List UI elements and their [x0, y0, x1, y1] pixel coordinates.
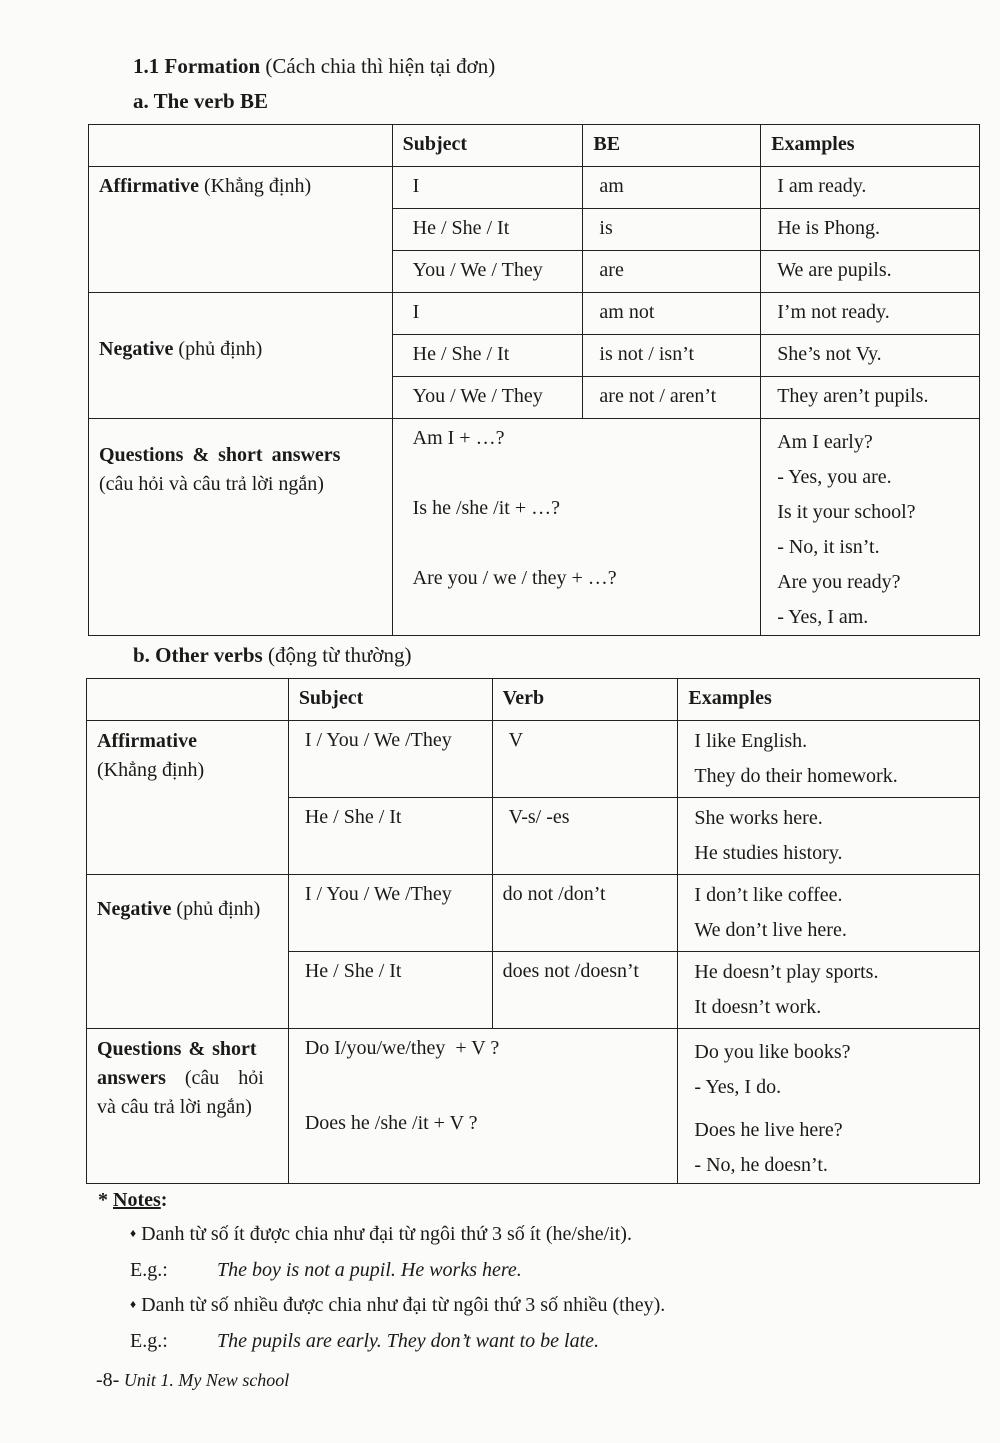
example-text: They aren’t pupils. [777, 385, 929, 407]
note-text: Danh từ số nhiều được chia như đại từ ngôi thứ 3 số nhiều (they). [141, 1294, 666, 1316]
note-bullet-item [130, 1223, 632, 1246]
example-cell [761, 377, 980, 419]
subject-cell [288, 798, 492, 875]
notes-heading [98, 1189, 167, 1212]
questions-label-rest1: (câu hỏi [165, 1067, 264, 1089]
questions-examples-cell [761, 419, 980, 636]
example-line: I like English. [694, 730, 808, 752]
subject-cell [288, 952, 492, 1029]
subject-cell [392, 335, 583, 377]
example-cell [761, 335, 980, 377]
example-lines [678, 875, 979, 948]
subject-text: You / We / They [412, 385, 543, 407]
question-form: Is he /she /it + …? [412, 497, 560, 519]
verb-text: is [599, 217, 613, 239]
affirmative-label-bold: Affirmative [97, 730, 197, 752]
negative-label-bold: Negative [97, 898, 172, 920]
questions-label-rest2: và câu trả lời ngắn) [97, 1096, 252, 1118]
questions-label [89, 419, 392, 499]
note-example [130, 1259, 522, 1282]
example-line: - No, he doesn’t. [694, 1154, 828, 1176]
table-row [89, 167, 980, 209]
verb-text: is not / isn’t [599, 343, 695, 365]
questions-examples [678, 1029, 979, 1183]
bullet-icon: ♦ [130, 1226, 137, 1240]
subject-cell [392, 167, 583, 209]
verb-cell [583, 335, 761, 377]
subsection-a-heading [133, 89, 268, 114]
note-bullet-item [130, 1294, 665, 1317]
question-form: Are you / we / they + …? [412, 567, 617, 589]
header-verb-text: Verb [502, 687, 545, 709]
negative-label [87, 875, 288, 923]
example-text: I am ready. [777, 175, 867, 197]
be-verb-table [88, 124, 980, 636]
eg-label: E.g.: [130, 1259, 168, 1281]
questions-label-bold-line [99, 441, 382, 470]
notes-colon: : [160, 1189, 168, 1211]
negative-label-rest: (phủ định) [173, 338, 263, 360]
subject-text: He / She / It [304, 806, 402, 828]
header-examples [678, 679, 980, 721]
example-text: She’s not Vy. [777, 343, 882, 365]
example-line: Does he live here? [694, 1119, 843, 1141]
subject-cell [288, 875, 492, 952]
verb-text: V [508, 729, 524, 751]
subsection-b-label-rest: (động từ thường) [262, 643, 412, 667]
header-examples [761, 125, 980, 167]
negative-label-rest: (phủ định) [171, 898, 261, 920]
table-header-row [87, 679, 980, 721]
example-text: He is Phong. [777, 217, 880, 239]
section-subtitle: (Cách chia thì hiện tại đơn) [265, 54, 496, 78]
eg-text: The boy is not a pupil. He works here. [217, 1259, 522, 1281]
example-cell [678, 875, 980, 952]
affirmative-label-rest: (Khẳng định) [97, 759, 205, 781]
header-verb [492, 679, 678, 721]
affirmative-label-rest: (Khẳng định) [198, 175, 312, 197]
example-lines [678, 952, 979, 1025]
verb-cell [492, 721, 678, 798]
note-text: Danh từ số ít được chia như đại từ ngôi thứ 3 số ít (he/she/it). [141, 1223, 632, 1245]
table-row [87, 875, 980, 952]
header-examples-text: Examples [771, 133, 855, 155]
table-header-row [89, 125, 980, 167]
question-form: Does he /she /it + V ? [304, 1112, 478, 1134]
affirmative-label [89, 167, 392, 200]
subject-cell [392, 293, 583, 335]
verb-cell [492, 952, 678, 1029]
questions-label-rest: (câu hỏi và câu trả lời ngắn) [99, 473, 324, 495]
header-subject [288, 679, 492, 721]
negative-label-bold: Negative [99, 338, 174, 360]
header-subject [392, 125, 583, 167]
example-line: It doesn’t work. [694, 996, 822, 1018]
questions-label-line1 [97, 1035, 278, 1064]
example-line: - Yes, I do. [694, 1076, 782, 1098]
note-example [130, 1330, 599, 1353]
example-line: - Yes, I am. [777, 606, 869, 628]
notes-star: * [98, 1189, 113, 1211]
verb-cell [583, 167, 761, 209]
affirmative-label-bold: Affirmative [99, 175, 199, 197]
example-line: We don’t live here. [694, 919, 847, 941]
table-row [87, 1029, 980, 1184]
page-number: -8- [96, 1369, 120, 1391]
questions-forms [393, 419, 761, 592]
header-examples-text: Examples [688, 687, 772, 709]
question-form: Do I/you/we/they + V ? [304, 1037, 500, 1059]
table-row [87, 721, 980, 798]
notes-title: Notes [113, 1189, 161, 1211]
example-text: We are pupils. [777, 259, 892, 281]
verb-cell [583, 293, 761, 335]
example-lines [678, 721, 979, 794]
example-line: - Yes, you are. [777, 466, 892, 488]
questions-label-cell [89, 419, 393, 636]
verb-cell [583, 377, 761, 419]
header-be-text: BE [593, 133, 621, 155]
eg-text: The pupils are early. They don’t want to be late. [217, 1330, 600, 1352]
subject-text: I [412, 301, 420, 323]
affirmative-label [87, 721, 288, 785]
negative-label [89, 336, 392, 375]
example-line: Am I early? [777, 431, 873, 453]
verb-text: V-s/ -es [508, 806, 570, 828]
subject-cell [392, 377, 583, 419]
subject-text: He / She / It [304, 960, 402, 982]
verb-text: does not /doesn’t [502, 960, 639, 982]
example-cell [761, 293, 980, 335]
header-empty [87, 679, 289, 721]
header-be [583, 125, 761, 167]
page-footer [96, 1369, 289, 1392]
questions-label-bold: Questions & short answers [99, 444, 341, 466]
questions-label-bold1: Questions & short [97, 1038, 257, 1060]
questions-label-line2 [97, 1064, 278, 1093]
questions-forms-cell [392, 419, 761, 636]
questions-forms-cell [288, 1029, 678, 1184]
example-text: I’m not ready. [777, 301, 890, 323]
header-empty [89, 125, 393, 167]
example-cell [761, 251, 980, 293]
example-line: - No, it isn’t. [777, 536, 880, 558]
unit-title: Unit 1. My New school [123, 1370, 290, 1390]
example-cell [761, 209, 980, 251]
example-line: He doesn’t play sports. [694, 961, 879, 983]
verb-text: am [599, 175, 624, 197]
affirmative-label-cell [89, 167, 393, 293]
table-row [89, 419, 980, 636]
negative-label-cell [89, 293, 393, 419]
questions-forms [289, 1029, 678, 1137]
questions-examples [761, 419, 979, 635]
header-subject-text: Subject [298, 687, 364, 709]
questions-label-bold2: answers [97, 1067, 166, 1089]
example-cell [761, 167, 980, 209]
subject-text: He / She / It [412, 217, 510, 239]
subject-cell [392, 251, 583, 293]
verb-text: am not [599, 301, 655, 323]
verb-cell [492, 798, 678, 875]
table-row [89, 293, 980, 335]
example-cell [678, 798, 980, 875]
subsection-b-label-bold: b. Other verbs [133, 643, 263, 667]
example-line: Do you like books? [694, 1041, 851, 1063]
example-line: She works here. [694, 807, 823, 829]
verb-cell [583, 209, 761, 251]
example-line: I don’t like coffee. [694, 884, 843, 906]
negative-label-cell [87, 875, 289, 1029]
verb-text: do not /don’t [502, 883, 606, 905]
example-line: Are you ready? [777, 571, 901, 593]
example-lines [678, 798, 979, 871]
subject-text: I / You / We /They [304, 883, 452, 905]
example-cell [678, 952, 980, 1029]
affirmative-label-bold-line [97, 727, 278, 756]
subject-cell [288, 721, 492, 798]
subject-text: You / We / They [412, 259, 543, 281]
example-cell [678, 721, 980, 798]
subject-text: He / She / It [412, 343, 510, 365]
subject-text: I [412, 175, 420, 197]
bullet-icon: ♦ [130, 1297, 137, 1311]
verb-cell [583, 251, 761, 293]
subsection-b-heading [133, 643, 411, 668]
questions-label-cell [87, 1029, 289, 1184]
eg-label: E.g.: [130, 1330, 168, 1352]
verb-text: are not / aren’t [599, 385, 717, 407]
subject-text: I / You / We /They [304, 729, 452, 751]
section-title: Formation [164, 54, 261, 78]
example-line: Is it your school? [777, 501, 916, 523]
subject-cell [392, 209, 583, 251]
example-line: They do their homework. [694, 765, 898, 787]
questions-label [87, 1029, 288, 1122]
verb-cell [492, 875, 678, 952]
subsection-a-label: a. The verb BE [133, 89, 268, 113]
questions-examples-cell [678, 1029, 980, 1184]
section-number: 1.1 [133, 54, 160, 78]
affirmative-label-cell [87, 721, 289, 875]
other-verbs-table [86, 678, 980, 1184]
example-line: He studies history. [694, 842, 843, 864]
header-subject-text: Subject [402, 133, 468, 155]
verb-text: are [599, 259, 624, 281]
question-form: Am I + …? [412, 427, 505, 449]
section-heading [133, 54, 495, 79]
